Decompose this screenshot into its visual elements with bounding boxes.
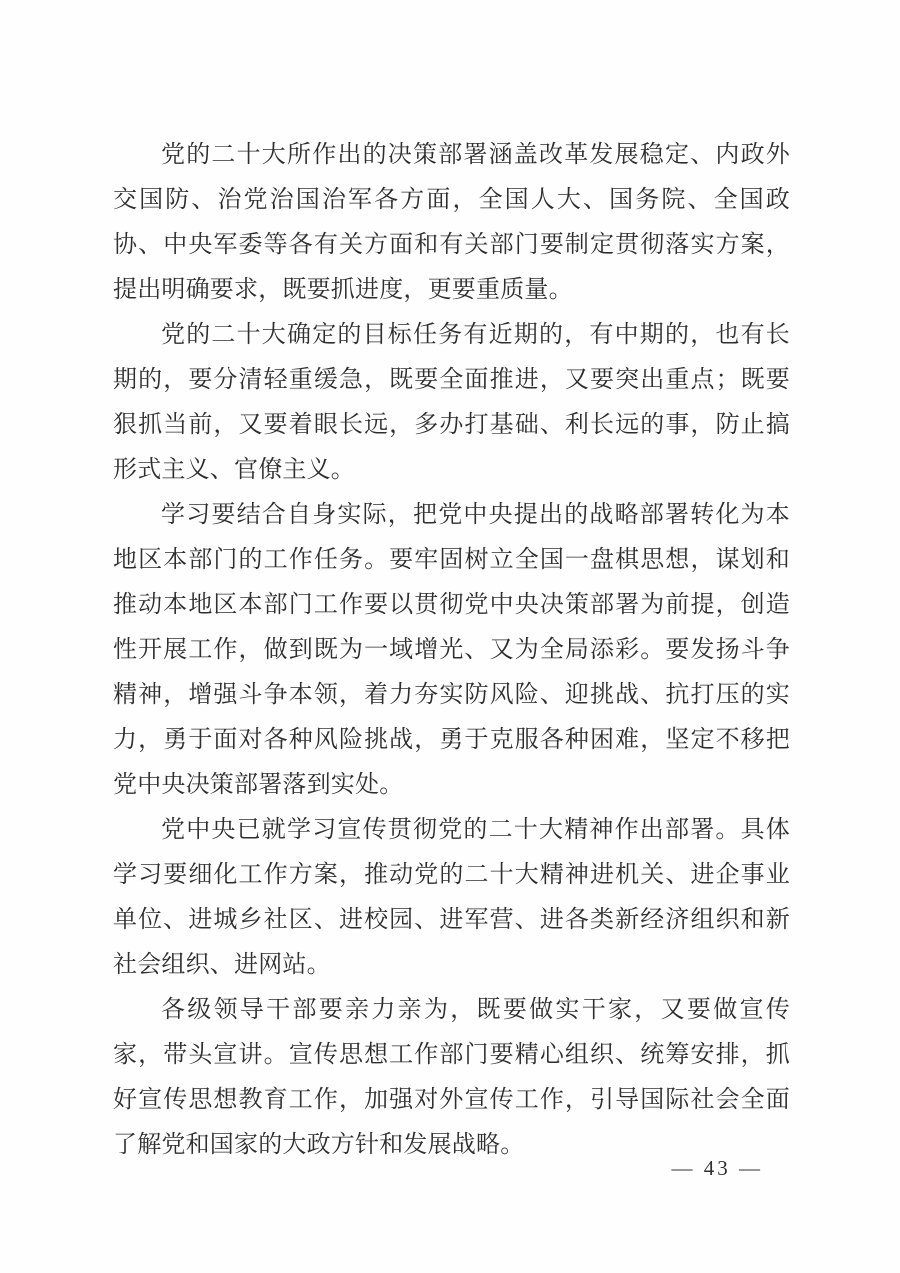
paragraph-spirit-promotion: 党中央已就学习宣传贯彻党的二十大精神作出部署。具体学习要细化工作方案，推动党的二十大精神进机关、进企事业单位、进城乡社区、进校园、进军营、进各类新经济组织和新社会组织、进网站。 — [113, 817, 790, 978]
paragraph-study-local-implementation: 学习要结合自身实际，把党中央提出的战略部署转化为本地区本部门的工作任务。要牢固树立全国一盘棋思想，谋划和推动本地区本部门工作要以贯彻党中央决策部署为前提，创造性开展工作，做到既为一域增光、又为全局添彩。要发扬斗争精神，增强斗争本领，着力夯实防风险、迎挑战、抗打压的实力，勇于面对各种风险挑战，勇于克服各种困难，坚定不移把党中央决策部署落到实处。 — [113, 502, 790, 798]
paragraph-goals-priorities: 党的二十大确定的目标任务有近期的，有中期的，也有长期的，要分清轻重缓急，既要全面推进，又要突出重点；既要狠抓当前，又要着眼长远，多办打基础、利长远的事，防止搞形式主义、官僚主义。 — [113, 322, 790, 483]
paragraph-leading-cadres: 各级领导干部要亲力亲为，既要做实干家，又要做宣传家，带头宣讲。宣传思想工作部门要精心组织、统筹安排，抓好宣传思想教育工作，加强对外宣传工作，引导国际社会全面了解党和国家的大政方针和发展战略。 — [113, 997, 790, 1158]
paragraph-decisions-coverage: 党的二十大所作出的决策部署涵盖改革发展稳定、内政外交国防、治党治国治军各方面，全国人大、国务院、全国政协、中央军委等各有关方面和有关部门要制定贯彻落实方案，提出明确要求，既要抓进度，更要重质量。 — [113, 142, 790, 303]
page-number: — 43 — — [671, 1156, 763, 1180]
document-body — [113, 133, 790, 1168]
